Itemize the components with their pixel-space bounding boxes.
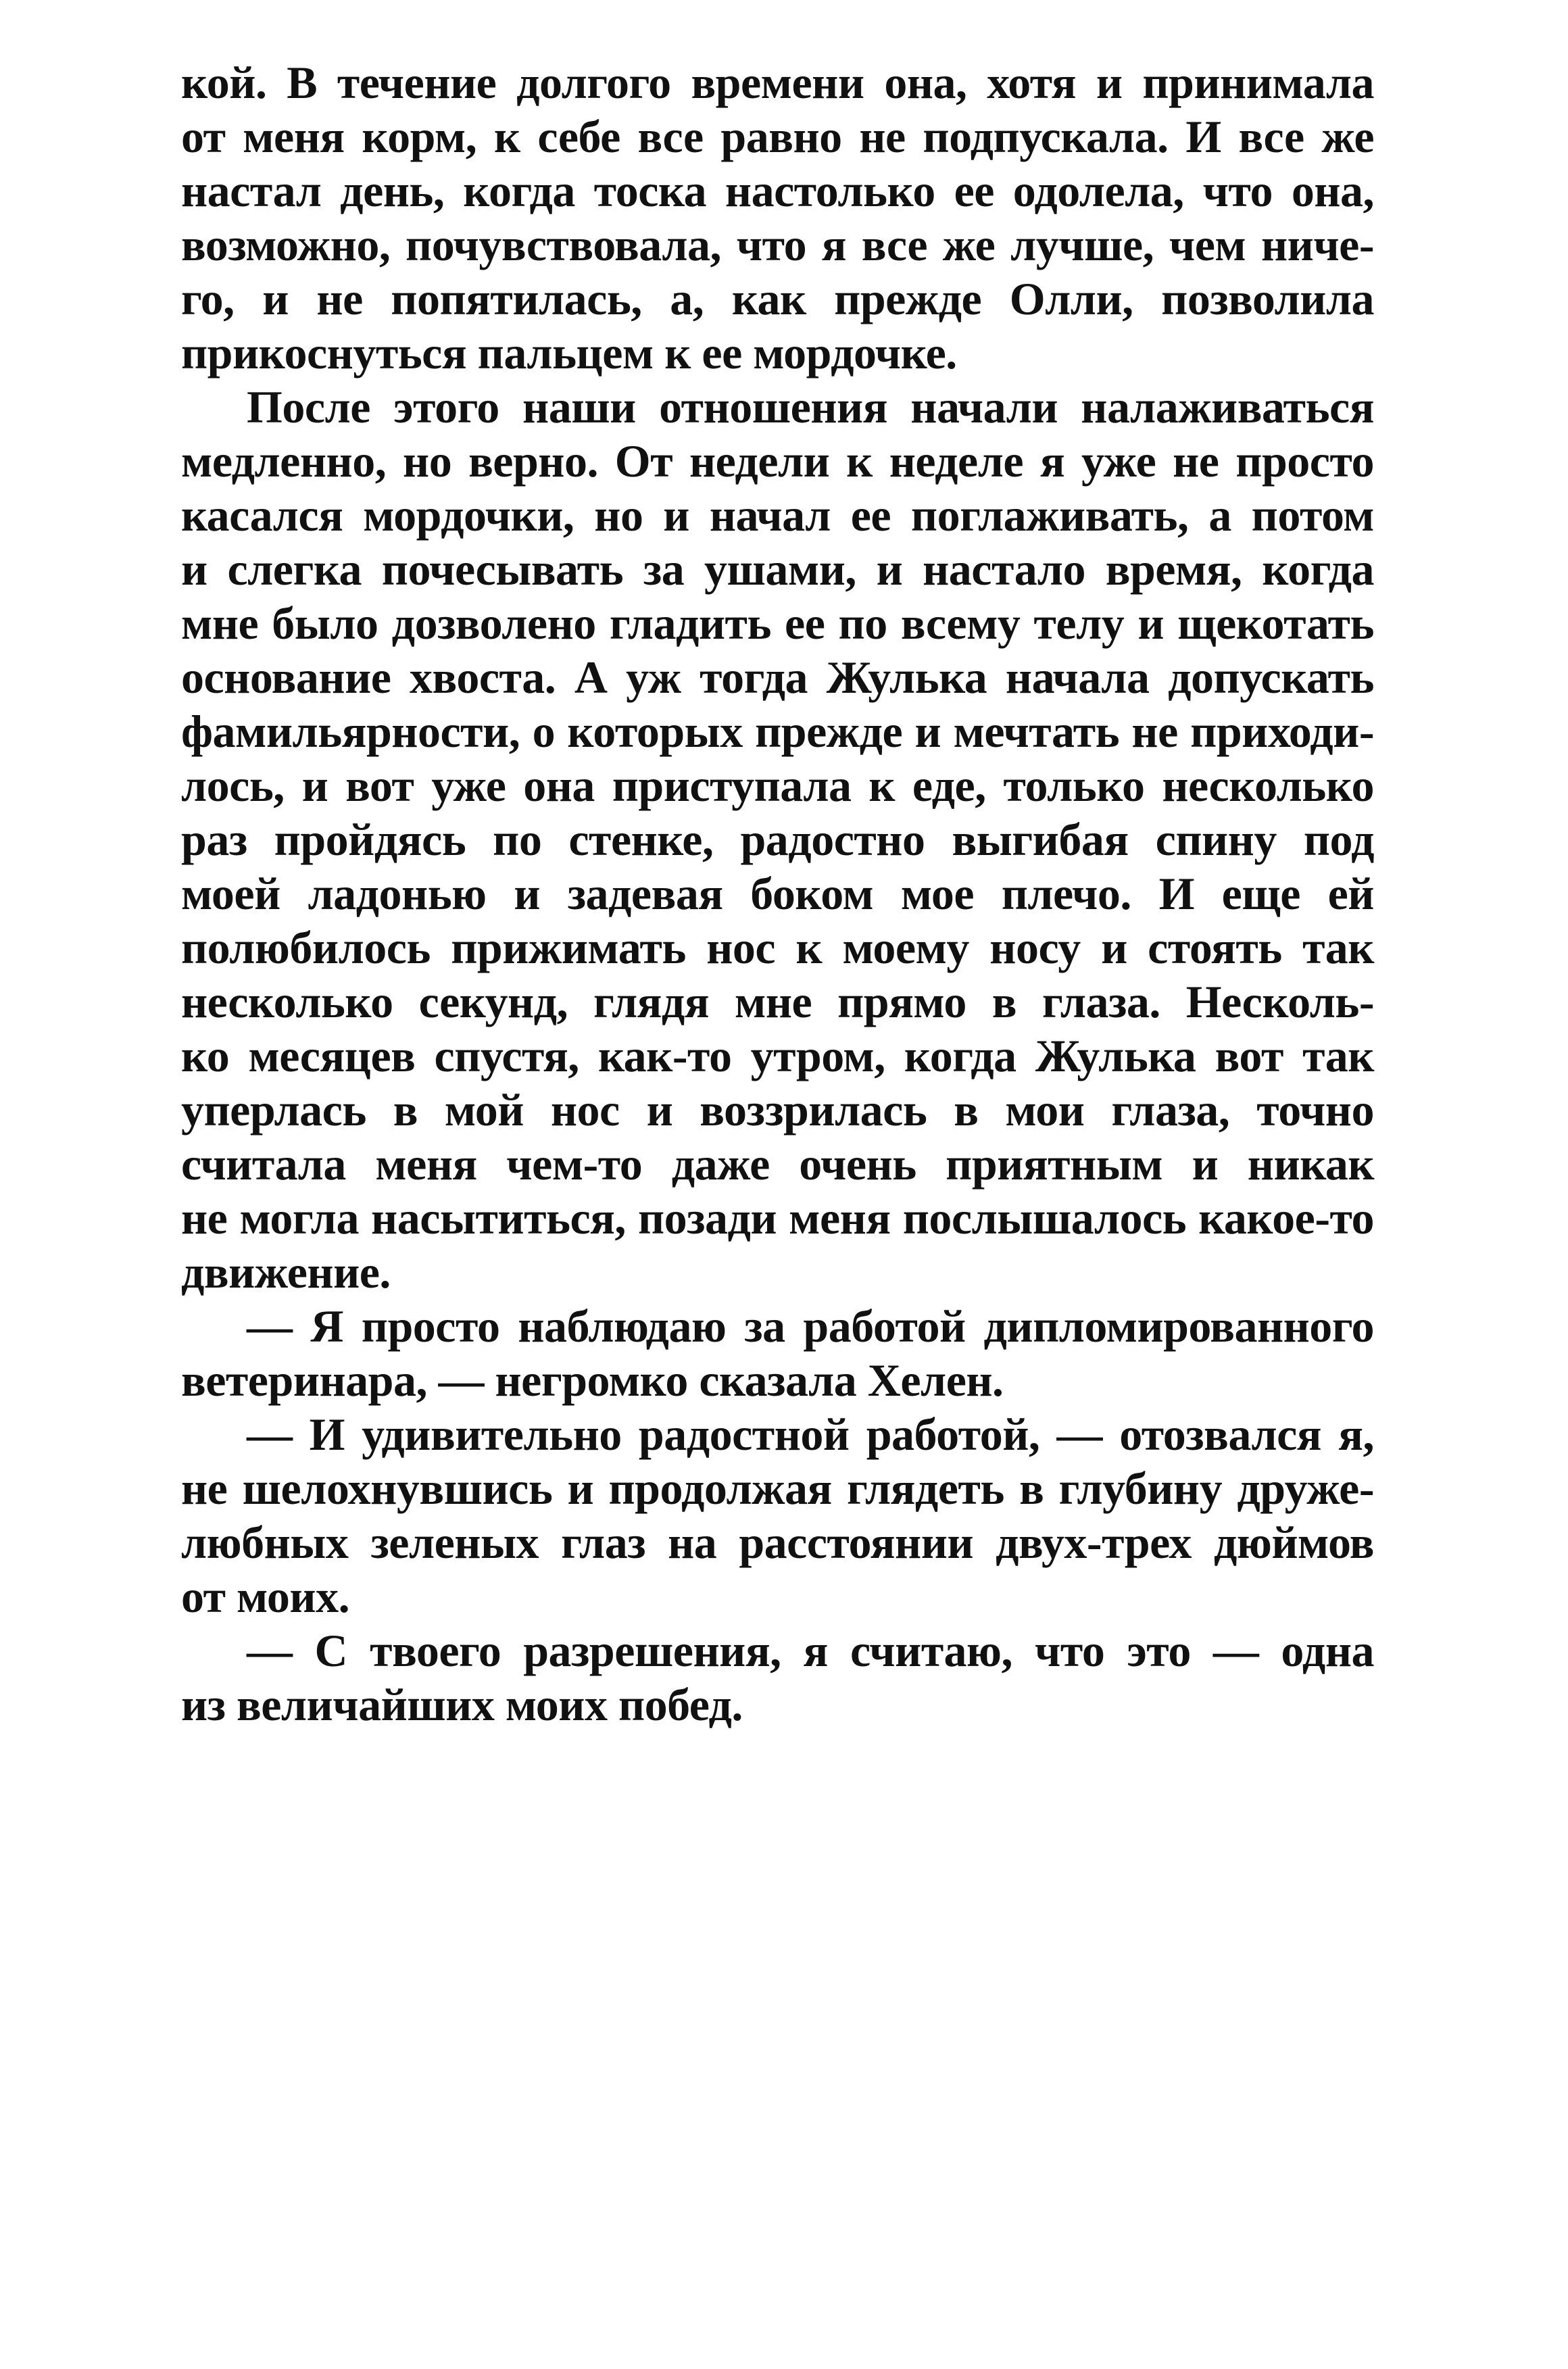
text-line: не могла насытиться, позади меня послышалось какое-то <box>181 1192 1374 1244</box>
paragraph <box>181 55 1374 380</box>
text-line: возможно, почувствовала, что я все же лучше, чем ниче- <box>181 219 1374 270</box>
text-line: го, и не попятилась, а, как прежде Олли, позволила <box>181 273 1374 324</box>
paragraph <box>181 1623 1374 1732</box>
text-line: и слегка почесывать за ушами, и настало время, когда <box>181 543 1374 595</box>
paragraph <box>181 1407 1374 1623</box>
text-line: моей ладонью и задевая боком мое плечо. И еще ей <box>181 868 1374 919</box>
text-line: — С твоего разрешения, я считаю, что это — одна <box>247 1625 1374 1676</box>
text-line: прикоснуться пальцем к ее мордочке. <box>181 327 957 378</box>
text-line: медленно, но верно. От недели к неделе я уже не просто <box>181 435 1374 487</box>
text-line: настал день, когда тоска настолько ее одолела, что она, <box>181 165 1374 216</box>
paragraph <box>181 380 1374 1299</box>
text-line: мне было дозволено гладить ее по всему телу и щекотать <box>181 597 1374 649</box>
text-line: раз пройдясь по стенке, радостно выгибая спину под <box>181 814 1374 865</box>
text-line: движение. <box>181 1246 391 1298</box>
body-text <box>181 55 1374 1732</box>
text-line: не шелохнувшись и продолжая глядеть в глубину друже- <box>181 1463 1374 1514</box>
paragraph <box>181 1299 1374 1407</box>
text-line: от моих. <box>181 1571 350 1622</box>
text-line: кой. В течение долгого времени она, хотя и принимала <box>181 57 1374 108</box>
text-line: лось, и вот уже она приступала к еде, только несколько <box>181 760 1374 811</box>
text-line: основание хвоста. А уж тогда Жулька начала допускать <box>181 652 1374 703</box>
text-line: любных зеленых глаз на расстоянии двух-трех дюймов <box>181 1517 1374 1568</box>
text-line: ветеринара, — негромко сказала Хелен. <box>181 1354 1004 1406</box>
text-line: касался мордочки, но и начал ее поглаживать, а потом <box>181 489 1374 541</box>
text-line: — Я просто наблюдаю за работой дипломированного <box>247 1300 1374 1352</box>
text-line: считала меня чем-то даже очень приятным и никак <box>181 1138 1374 1190</box>
text-line: — И удивительно радостной работой, — отозвался я, <box>247 1409 1374 1460</box>
text-line: уперлась в мой нос и воззрилась в мои глаза, точно <box>181 1084 1374 1135</box>
text-line: из величайших моих побед. <box>181 1679 743 1730</box>
text-line: от меня корм, к себе все равно не подпускала. И все же <box>181 111 1374 162</box>
text-line: несколько секунд, глядя мне прямо в глаза. Несколь- <box>181 976 1374 1027</box>
text-line: полюбилось прижимать нос к моему носу и стоять так <box>181 922 1374 973</box>
text-line: фамильярности, о которых прежде и мечтать не приходи- <box>181 706 1374 757</box>
text-line: ко месяцев спустя, как-то утром, когда Жулька вот так <box>181 1030 1374 1081</box>
text-line: После этого наши отношения начали налаживаться <box>247 381 1374 433</box>
